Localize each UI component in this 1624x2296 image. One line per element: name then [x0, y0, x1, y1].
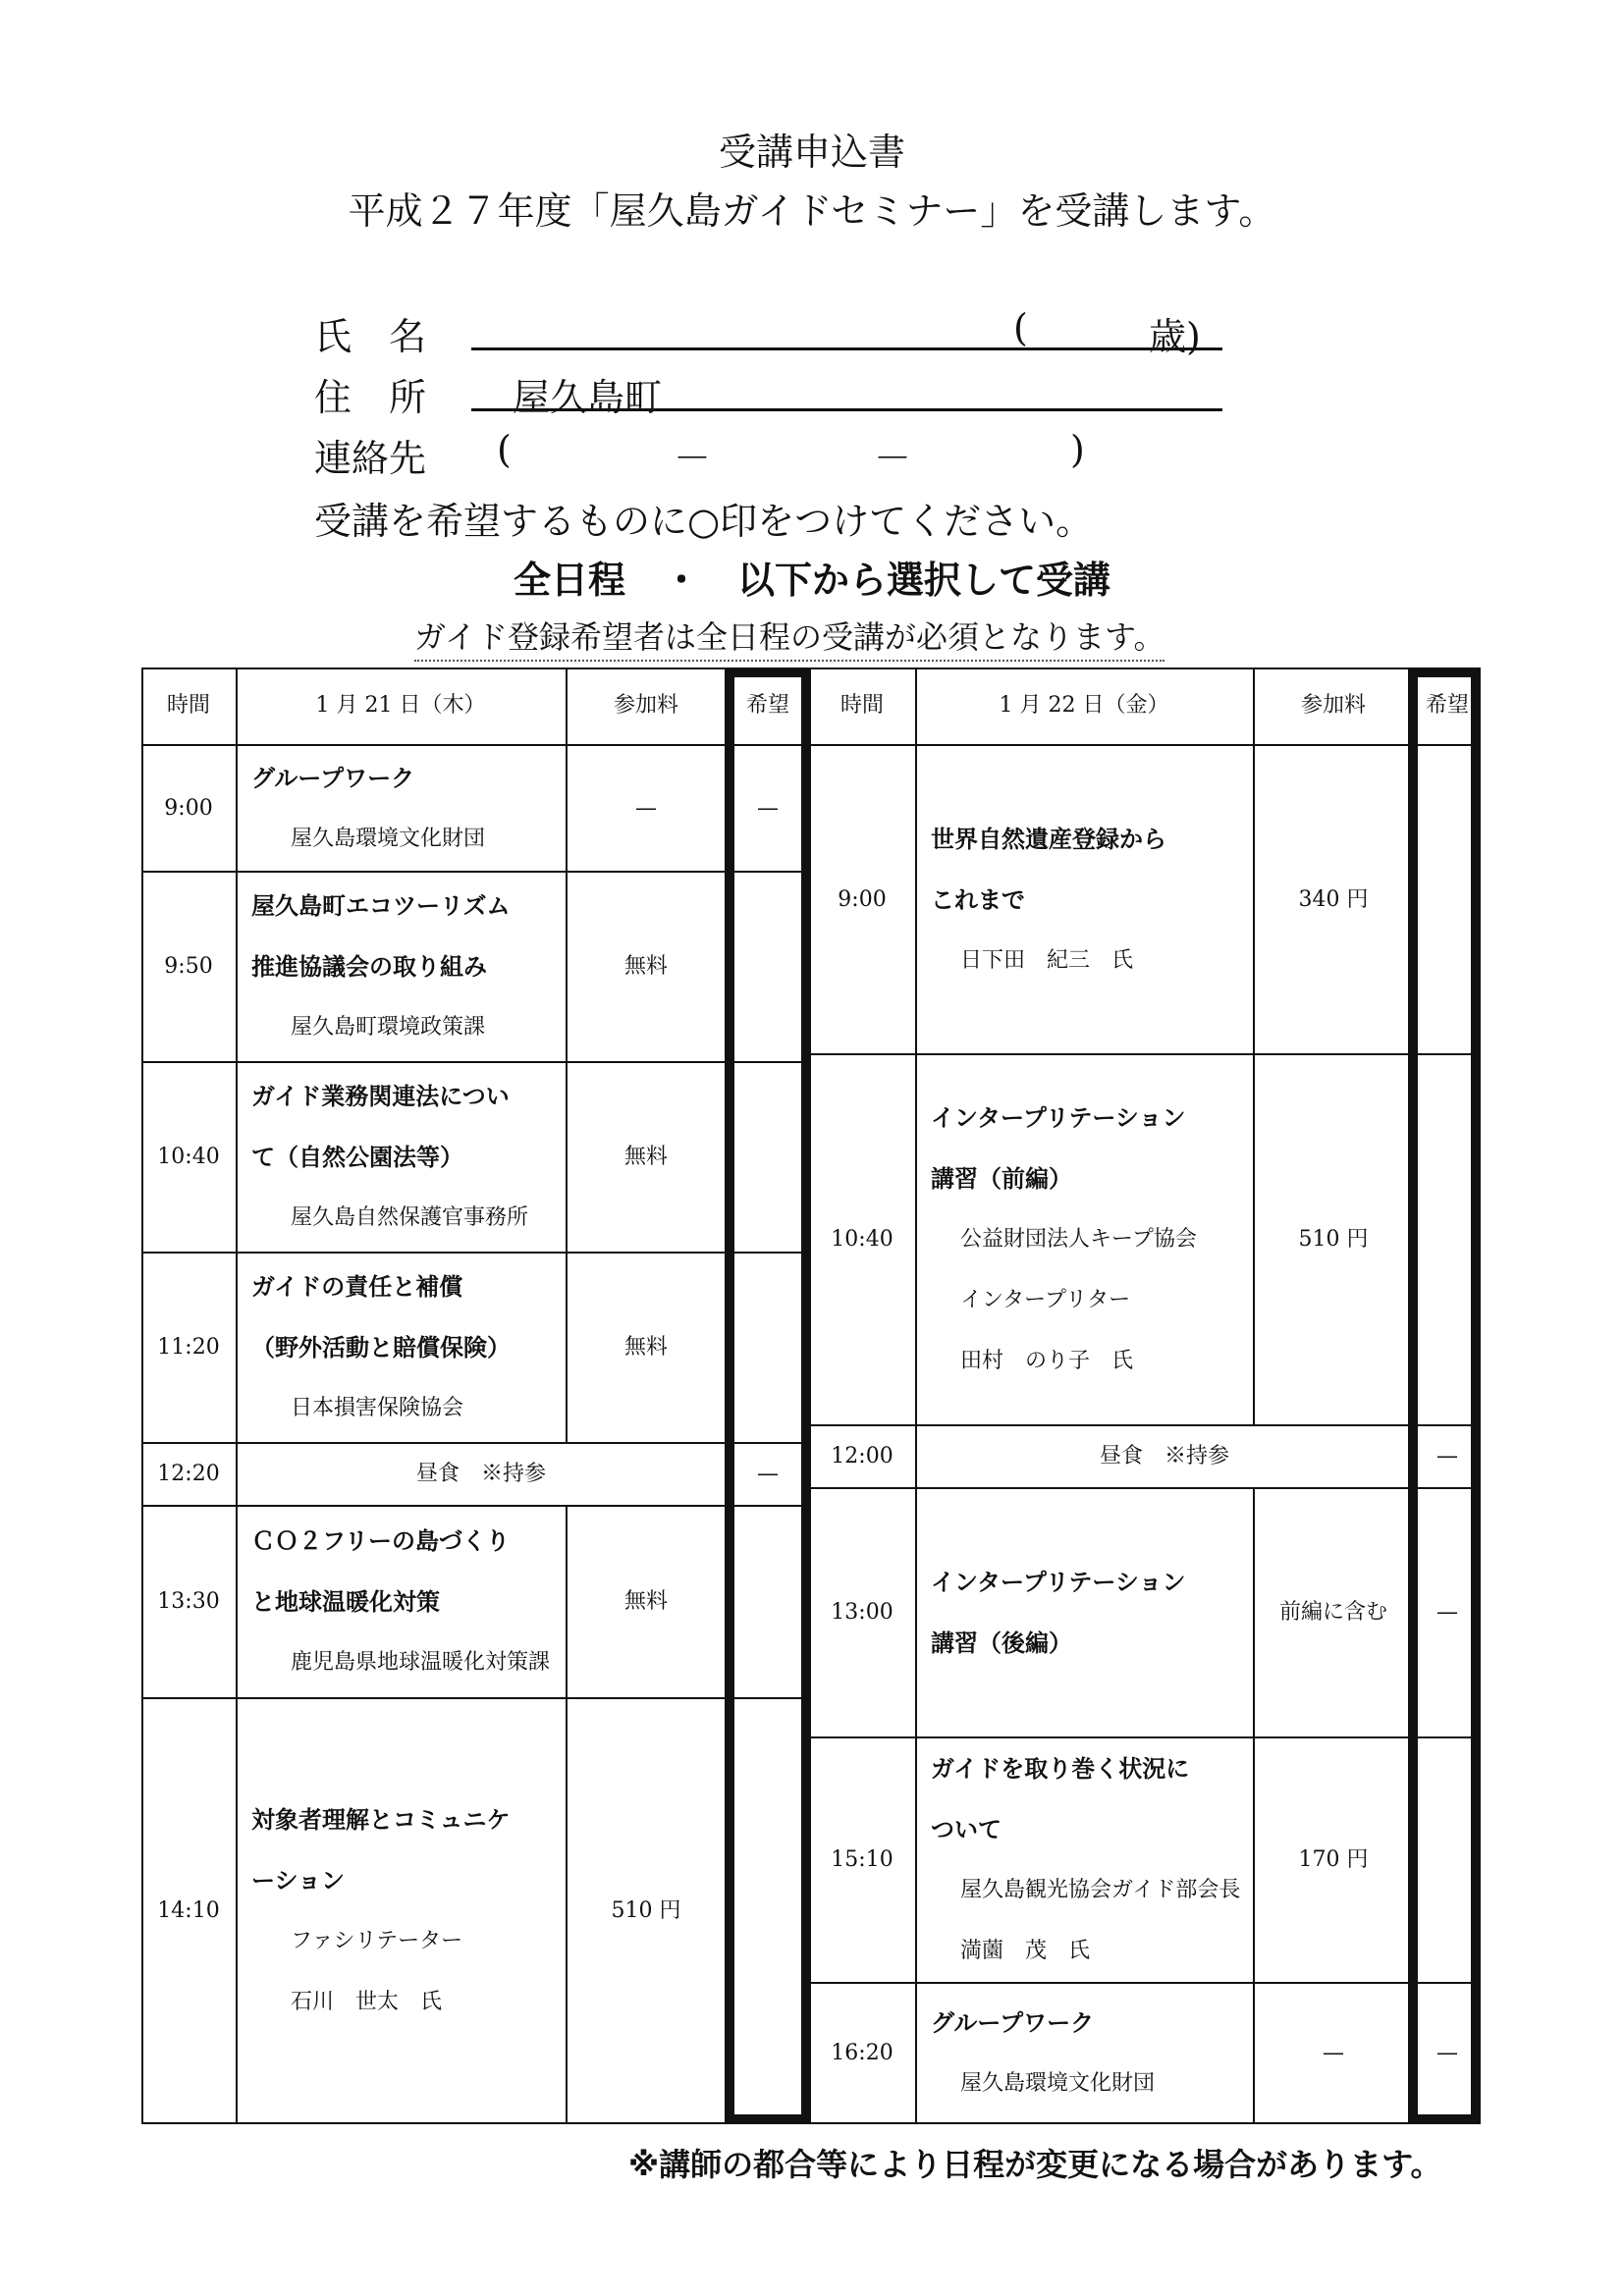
choice-line: 全日程 ・ 以下から選択して受講: [513, 559, 1110, 602]
instruction-text: 受講を希望するものに○印をつけてください。: [314, 500, 1094, 543]
day2-col-line: [915, 746, 917, 1054]
day1-col-line: [236, 1253, 238, 1443]
header-day2: [915, 667, 1253, 744]
day2-fee: 前編に含む: [1278, 1600, 1387, 1625]
day2-session-speaker: 日下田 紀三 氏: [960, 948, 1134, 973]
day2-time-cell: [809, 1488, 915, 1737]
day1-session-cell: [236, 1253, 566, 1443]
day2-session-title: ガイドを取り巻く状況に: [931, 1755, 1190, 1783]
day1-time: 12:20: [157, 1462, 220, 1486]
day1-lunch: 昼食 ※持参: [415, 1462, 546, 1486]
day2-col-line: [915, 1054, 917, 1425]
day1-session-cell: [236, 1698, 566, 2124]
day1-fee-cell: [566, 1253, 727, 1443]
day1-session-title: ガイド業務関連法につい: [251, 1083, 510, 1110]
header-fee2: [1253, 667, 1414, 744]
address-value: 屋久島町: [513, 376, 663, 419]
day1-fee: —: [635, 796, 657, 821]
day1-session-speaker: 石川 世太 氏: [291, 1990, 443, 2014]
day2-time: 12:00: [831, 1444, 893, 1468]
day2-session-speaker: 屋久島観光協会ガイド部会長: [960, 1878, 1241, 1902]
day1-session-title: 対象者理解とコミュニケ: [251, 1806, 511, 1834]
day1-time: 14:10: [157, 1898, 220, 1923]
header-day1-label: 1 月 21 日（木）: [315, 693, 486, 718]
day2-fee: —: [1323, 2041, 1344, 2065]
header-time: [141, 667, 236, 744]
day1-time: 10:40: [157, 1145, 220, 1169]
form-title: 受講申込書: [718, 131, 905, 174]
day2-lunch-cell: [915, 1425, 1414, 1488]
schedule-table: [141, 667, 1481, 2124]
header-fee-label: 参加料: [613, 693, 678, 718]
day1-session-title: ＣＯ２フリーの島づくり: [251, 1527, 511, 1555]
day2-time-cell: [809, 1983, 915, 2124]
day1-session-speaker: 屋久島自然保護官事務所: [291, 1205, 529, 1230]
day1-fee: 無料: [623, 1589, 668, 1614]
contact-dash-1: －: [674, 437, 712, 480]
day1-session-title: 推進協議会の取り組み: [251, 953, 487, 981]
day1-time: 13:30: [157, 1589, 220, 1614]
day1-session-cell: [236, 1062, 566, 1253]
day1-col-line: [236, 1506, 238, 1698]
header-day2-label: 1 月 22 日（金）: [999, 693, 1169, 718]
day2-session-title: 世界自然遺産登録から: [931, 826, 1166, 853]
day2-fee-cell: [1253, 1737, 1414, 1983]
day2-lunch: 昼食 ※持参: [1099, 1444, 1229, 1468]
header-time-label: 時間: [166, 693, 210, 718]
header-col-line: [566, 667, 568, 744]
header-fee: [566, 667, 727, 744]
name-label: 氏 名: [314, 315, 427, 358]
header-fee2-label: 参加料: [1300, 693, 1366, 718]
day2-session-speaker: 田村 のり子 氏: [960, 1349, 1134, 1373]
footnote: ※講師の都合等により日程が変更になる場合があります。: [628, 2146, 1442, 2183]
day1-session-cell: [236, 1506, 566, 1698]
header-wish-label: 希望: [745, 693, 789, 718]
header-col-line: [236, 667, 238, 744]
day2-col-line: [1253, 746, 1255, 1054]
day1-session-speaker: 屋久島環境文化財団: [291, 827, 486, 851]
day2-session-title: グループワーク: [931, 2009, 1095, 2037]
contact-dash-2: －: [874, 437, 912, 480]
day2-session-speaker: 屋久島環境文化財団: [960, 2071, 1156, 2096]
day2-col-line: [915, 1425, 917, 1488]
day1-time-cell: [141, 1443, 236, 1506]
day2-col-line: [915, 1737, 917, 1983]
day1-col-line: [236, 1698, 238, 2124]
day1-col-line: [566, 1253, 568, 1443]
day2-fee-cell: [1253, 1488, 1414, 1737]
day1-session-cell: [236, 746, 566, 872]
day2-session-speaker: 満薗 茂 氏: [960, 1939, 1091, 1963]
day1-col-line: [566, 746, 568, 872]
day1-session-title: （野外活動と賠償保険）: [251, 1334, 511, 1362]
day2-session-cell: [915, 746, 1253, 1054]
day1-lunch-cell: [236, 1443, 727, 1506]
day2-session-speaker: インタープリター: [960, 1288, 1131, 1312]
day2-wish: —: [1436, 2041, 1458, 2065]
day1-col-line: [566, 872, 568, 1062]
day2-session-title: これまで: [931, 886, 1025, 914]
day2-session-cell: [915, 1983, 1253, 2124]
day2-fee: 170 円: [1298, 1847, 1369, 1872]
header-col-line: [1253, 667, 1255, 744]
day1-time-cell: [141, 746, 236, 872]
day2-col-line: [1253, 1488, 1255, 1737]
day2-fee-cell: [1253, 1983, 1414, 2124]
day2-fee: 340 円: [1298, 887, 1369, 912]
day1-fee: 無料: [623, 1145, 668, 1169]
day1-time-cell: [141, 1062, 236, 1253]
day2-time-cell: [809, 1737, 915, 1983]
header-wish2-label: 希望: [1425, 693, 1469, 718]
day1-wish: —: [757, 1462, 779, 1486]
day2-session-title: 講習（後編）: [931, 1629, 1072, 1657]
day1-fee-cell: [566, 1506, 727, 1698]
day1-time: 9:50: [164, 954, 213, 979]
day2-fee-cell: [1253, 1054, 1414, 1425]
day1-session-speaker: 日本損害保険協会: [291, 1396, 464, 1420]
day1-fee-cell: [566, 1698, 727, 2124]
day1-fee: 510 円: [611, 1898, 681, 1923]
day1-session-title: グループワーク: [251, 765, 415, 792]
header-time2-label: 時間: [839, 693, 884, 718]
day1-col-line: [236, 1062, 238, 1253]
day2-session-cell: [915, 1737, 1253, 1983]
day1-wish-column-frame: [725, 667, 811, 2124]
day2-time: 13:00: [831, 1600, 893, 1625]
day1-col-line: [236, 872, 238, 1062]
day1-session-title: 屋久島町エコツーリズム: [251, 892, 511, 920]
day2-col-line: [1253, 1983, 1255, 2124]
day1-col-line: [566, 1506, 568, 1698]
day1-col-line: [236, 746, 238, 872]
day1-wish: —: [757, 796, 779, 821]
day2-fee: 510 円: [1298, 1227, 1369, 1252]
day1-session-title: と地球温暖化対策: [251, 1588, 440, 1616]
day1-fee-cell: [566, 872, 727, 1062]
day2-col-line: [1253, 1054, 1255, 1425]
day1-time-cell: [141, 1698, 236, 2124]
day2-col-line: [915, 1983, 917, 2124]
day1-col-line: [566, 1062, 568, 1253]
age-unit: 歳): [1149, 315, 1201, 358]
day1-fee-cell: [566, 746, 727, 872]
day2-wish: —: [1436, 1600, 1458, 1625]
day1-time-cell: [141, 1253, 236, 1443]
requirement-note: ガイド登録希望者は全日程の受講が必須となります。: [414, 613, 1164, 662]
day1-session-title: て（自然公園法等）: [251, 1144, 463, 1171]
age-open: (: [1013, 306, 1028, 349]
day2-time: 16:20: [831, 2041, 893, 2065]
address-label: 住 所: [314, 376, 427, 419]
day1-session-speaker: 鹿児島県地球温暖化対策課: [291, 1650, 551, 1675]
header-day1: [236, 667, 566, 744]
header-col-line: [915, 667, 917, 744]
day1-session-title: ガイドの責任と補償: [251, 1273, 463, 1301]
day1-col-line: [236, 1443, 238, 1506]
day2-wish: —: [1436, 1444, 1458, 1468]
day2-fee-cell: [1253, 746, 1414, 1054]
day2-col-line: [915, 1488, 917, 1737]
day1-session-title: ーション: [251, 1867, 346, 1895]
day1-col-line: [566, 1698, 568, 2124]
day2-col-line: [1253, 1737, 1255, 1983]
day2-time-cell: [809, 1425, 915, 1488]
day1-time-cell: [141, 872, 236, 1062]
contact-close: ): [1070, 428, 1085, 471]
contact-open: (: [497, 428, 512, 471]
day2-time: 15:10: [831, 1847, 893, 1872]
day1-time: 9:00: [164, 796, 213, 821]
day2-session-speaker: 公益財団法人キープ協会: [960, 1227, 1197, 1252]
day2-time: 10:40: [831, 1227, 893, 1252]
day2-session-cell: [915, 1054, 1253, 1425]
day1-fee-cell: [566, 1062, 727, 1253]
day2-wish-column-frame: [1408, 667, 1481, 2124]
day2-session-cell: [915, 1488, 1253, 1737]
day2-time: 9:00: [838, 887, 887, 912]
name-field[interactable]: [471, 347, 1222, 350]
day1-fee: 無料: [623, 1335, 668, 1360]
day1-time: 11:20: [157, 1335, 220, 1360]
day1-fee: 無料: [623, 954, 668, 979]
day1-session-cell: [236, 872, 566, 1062]
day1-session-speaker: ファシリテーター: [291, 1929, 463, 1953]
day2-time-cell: [809, 746, 915, 1054]
day2-session-title: 講習（前編）: [931, 1165, 1072, 1193]
day2-session-title: ついて: [931, 1816, 1001, 1843]
day2-session-title: インタープリテーション: [931, 1569, 1186, 1596]
day1-time-cell: [141, 1506, 236, 1698]
contact-label: 連絡先: [314, 437, 427, 480]
form-subtitle: 平成２７年度「屋久島ガイドセミナー」を受講します。: [348, 189, 1276, 233]
header-time2: [809, 667, 915, 744]
day1-session-speaker: 屋久島町環境政策課: [291, 1015, 486, 1040]
day2-session-title: インタープリテーション: [931, 1104, 1186, 1132]
day2-time-cell: [809, 1054, 915, 1425]
